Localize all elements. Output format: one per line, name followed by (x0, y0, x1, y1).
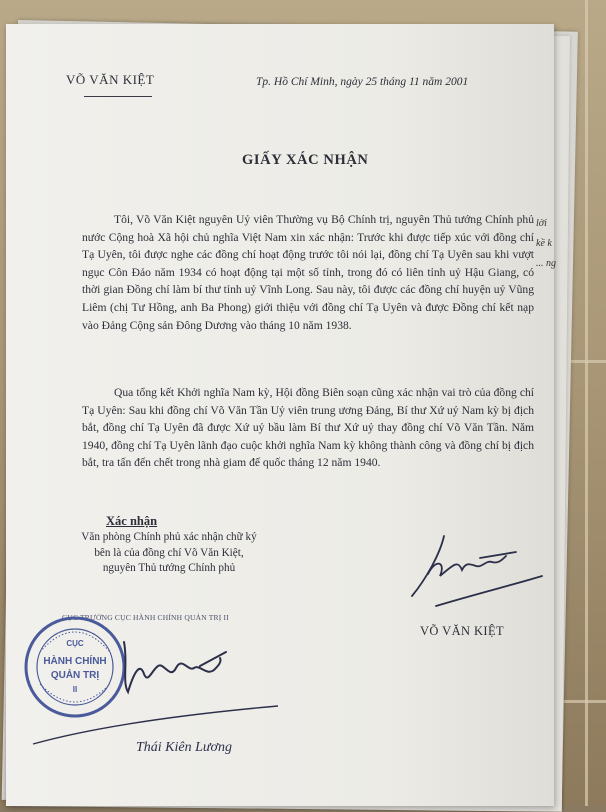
left-signed-name: Thái Kiên Lương (136, 740, 233, 755)
confirmation-text: Văn phòng Chính phủ xác nhận chữ ký bên là của đồng chí Võ Văn Kiệt, nguyên Thủ tướng Chính phủ (81, 531, 257, 575)
confirmation-heading: Xác nhận (106, 514, 158, 528)
body-paragraph-2: Qua tổng kết Khởi nghĩa Nam kỳ, Hội đồng Biên soạn cũng xác nhận vai trò của đồng chí Tạ Uyên: Sau khi đồng chí Võ Văn Tần Uỷ viên trung ương Đảng, Bí thư Xứ uỷ Nam kỳ bị địch bắt, đồng chí Tạ Uyên đã được Xứ uỷ bầu làm Bí thư Xứ uỷ thay đồng chí Võ Văn Tần. Năm 1940, đồng chí Tạ Uyên lãnh đạo cuộc khởi nghĩa Nam kỳ không thành công và đồng chí bị địch bắt, tra tấn đến chết trong nhà giam đế quốc tháng 12 năm 1940. (82, 386, 534, 470)
seal-text: QUẢN TRỊ (50, 670, 100, 681)
right-signer-name: VÕ VĂN KIỆT (420, 624, 505, 638)
seal-text: HÀNH CHÍNH (43, 656, 107, 667)
left-signature (114, 622, 254, 702)
author-underline (84, 96, 152, 97)
body-paragraph-1: Tôi, Võ Văn Kiệt nguyên Uỷ viên Thường vụ Bộ Chính trị, nguyên Thủ tướng Chính phủ nước Cộng hoà Xã hội chủ nghĩa Việt Nam xin xác nhận: Trước khi được tiếp xúc với đồng chí Tạ Uyên, tôi được nghe các đồng chí hoạt động trước tôi nói lại, đồng chí Tạ Uyên sau khi vượt ngục Côn Đảo năm 1934 có hoạt động tại một số tỉnh, trong đó có liên tỉnh uỷ Hậu Giang, có thời gian Đồng chí làm bí thư tỉnh uỷ Vĩnh Long. Sau này, tôi được các đồng chí huyện uỷ Vũng Liêm (chị Tư Hồng, anh Ba Phong) giới thiệu với đồng chí Tạ Uyên và được Đồng chí kết nạp vào Đảng Cộng sản Đông Dương vào tháng 10 năm 1938. (82, 213, 534, 332)
author-heading: VÕ VĂN KIỆT (66, 72, 155, 87)
document-title: GIẤY XÁC NHẬN (242, 152, 369, 168)
right-signature (406, 524, 546, 619)
seal-text: II (72, 685, 78, 694)
stamp-caption: CỤC TRƯỞNG CỤC HÀNH CHÍNH QUẢN TRỊ II (62, 613, 229, 622)
seal-text: CỤC (66, 639, 84, 648)
margin-handwriting: lời kề k ... ng (536, 218, 556, 269)
tile-seam (585, 0, 588, 806)
document-page (6, 24, 554, 806)
place-date: Tp. Hồ Chí Minh, ngày 25 tháng 11 năm 2001 (256, 76, 469, 88)
